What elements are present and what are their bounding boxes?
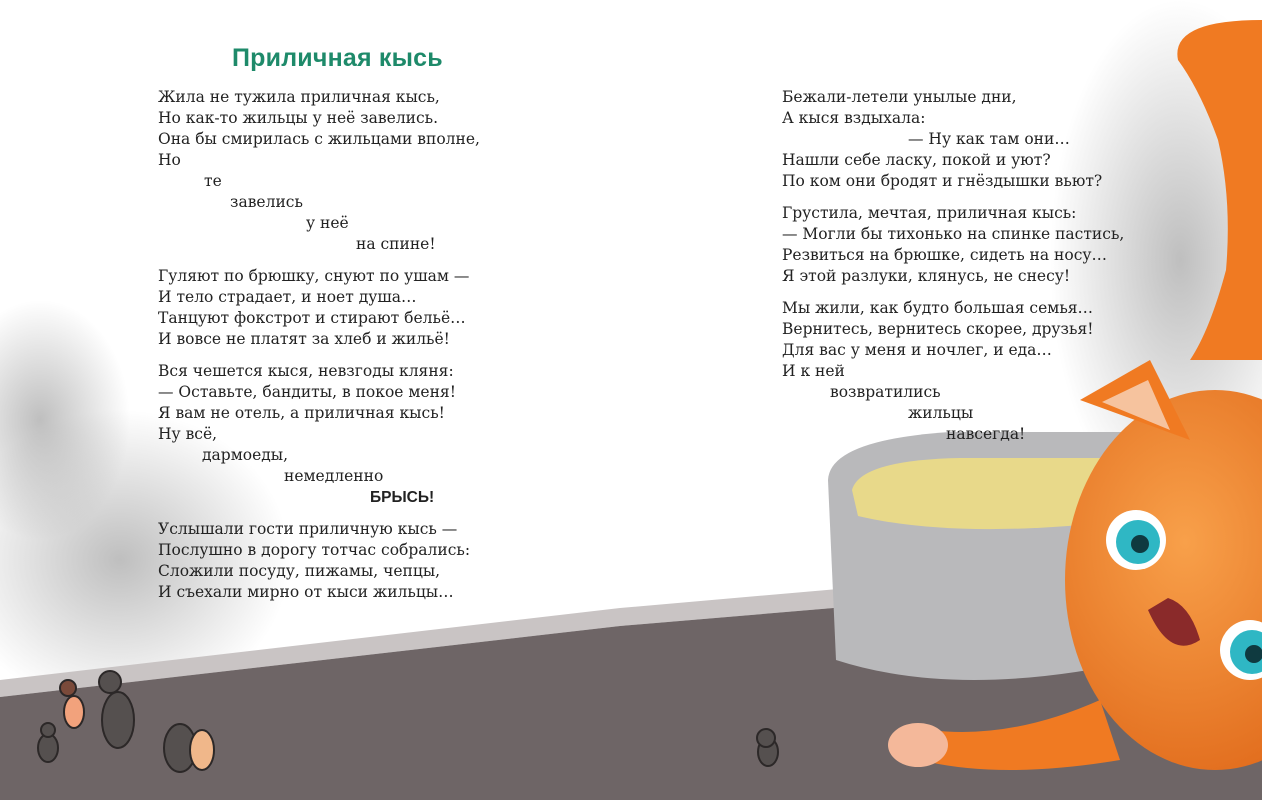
poem-line: Для вас у меня и ночлег, и еда… (782, 341, 1052, 359)
poem-line: Она бы смирилась с жильцами вполне, (158, 130, 480, 148)
stanza-gap (158, 350, 480, 361)
poem-line: — Оставьте, бандиты, в покое меня! (158, 383, 456, 401)
poem-left-column (158, 87, 480, 603)
poem-line: Вся чешется кыся, невзгоды кляня: (158, 362, 454, 380)
poem-line: — Могли бы тихонько на спинке пастись, (782, 225, 1125, 243)
poem-line: жильцы (908, 404, 974, 422)
poem-line: — Ну как там они… (908, 130, 1070, 148)
poem-line: Гуляют по брюшку, снуют по ушам — (158, 267, 470, 285)
poem-line: Грустила, мечтая, приличная кысь: (782, 204, 1077, 222)
poem-line: И вовсе не платят за хлеб и жильё! (158, 330, 450, 348)
poem-line: Я этой разлуки, клянусь, не снесу! (782, 267, 1071, 285)
poem-line: Жила не тужила приличная кысь, (158, 88, 440, 106)
poem-line: Резвиться на брюшке, сидеть на носу… (782, 246, 1108, 264)
poem-line: Послушно в дорогу тотчас собрались: (158, 541, 471, 559)
poem-line: завелись (230, 193, 303, 211)
poem-line: дармоеды, (202, 446, 289, 464)
stanza-gap (158, 255, 480, 266)
poem-line: Мы жили, как будто большая семья… (782, 299, 1094, 317)
poem-line: И к ней (782, 362, 845, 380)
stanza-gap (158, 508, 480, 519)
poem-line: И съехали мирно от кыси жильцы… (158, 583, 454, 601)
stanza-gap (782, 192, 1124, 203)
poem-line: Ну всё, (158, 425, 218, 443)
poem-line: Но (158, 151, 181, 169)
poem-line: Танцуют фокстрот и стирают бельё… (158, 309, 466, 327)
stanza (158, 266, 480, 350)
stanza (158, 361, 480, 508)
poem-line: Вернитесь, вернитесь скорее, друзья! (782, 320, 1094, 338)
poem-title: Приличная кысь (232, 44, 443, 72)
poem-line: возвратились (830, 383, 941, 401)
poem-line: Услышали гости приличную кысь — (158, 520, 458, 538)
poem-line: у неё (306, 214, 349, 232)
poem-line: немедленно (284, 467, 384, 485)
stanza (158, 519, 480, 603)
poem-line: Бежали-летели унылые дни, (782, 88, 1017, 106)
poem-line: Нашли себе ласку, покой и уют? (782, 151, 1051, 169)
poem-line: И тело страдает, и ноет душа… (158, 288, 417, 306)
poem-line: на спине! (356, 235, 436, 253)
poem-line: навсегда! (946, 425, 1026, 443)
poem-line: А кыся вздыхала: (782, 109, 926, 127)
poem-line: Я вам не отель, а приличная кысь! (158, 404, 445, 422)
poem-right-column (782, 87, 1124, 445)
stanza (782, 203, 1124, 287)
poem-line: По ком они бродят и гнёздышки вьют? (782, 172, 1103, 190)
poem-line: БРЫСЬ! (370, 489, 435, 506)
stanza (782, 87, 1124, 192)
stanza (158, 87, 480, 255)
poem-line: Но как-то жильцы у неё завелись. (158, 109, 439, 127)
stanza (782, 298, 1124, 445)
poem-line: те (204, 172, 222, 190)
poem-line: Сложили посуду, пижамы, чепцы, (158, 562, 441, 580)
stanza-gap (782, 287, 1124, 298)
